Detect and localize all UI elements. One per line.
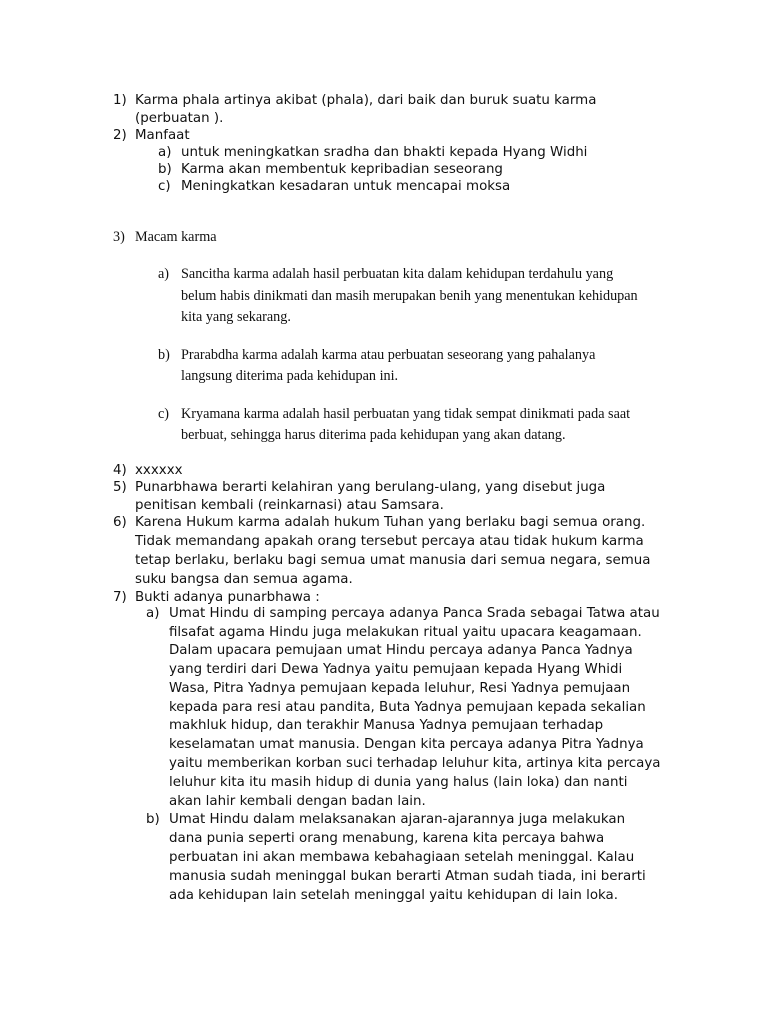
item-3b-line-1: Prarabdha karma adalah karma atau perbuatan seseorang yang pahalanya [181,347,596,363]
item-3c-line-1: Kryamana karma adalah hasil perbuatan yang tidak sempat dinikmati pada saat [181,406,631,422]
item-6-line-3: tetap berlaku, berlaku bagi semua umat manusia dari semua negara, semua [135,553,651,568]
item-7a-line-6: kepada para resi atau pandita, Buta Yadnya pemujaan kepada sekalian [169,700,646,715]
item-5-line-2: penitisan kembali (reinkarnasi) atau Samsara. [135,498,444,513]
item-7-title: Bukti adanya punarbhawa : [135,590,320,605]
item-6-line-2: Tidak memandang apakah orang tersebut percaya atau tidak hukum karma [135,534,644,549]
item-1-number: 1) [113,93,127,108]
item-6-line-4: suku bangsa dan semua agama. [135,572,353,587]
item-3b-line-2: langsung diterima pada kehidupan ini. [181,368,399,384]
item-2a-number: a) [158,145,172,160]
item-5-number: 5) [113,480,127,495]
item-2-number: 2) [113,128,127,143]
item-2b-number: b) [158,162,172,177]
item-6-number: 6) [113,515,127,530]
item-7a-line-11: akan lahir kembali dengan badan lain. [169,794,426,809]
item-7b-number: b) [146,812,160,827]
item-7a-line-5: Wasa, Pitra Yadnya pemujaan kepada leluhur, Resi Yadnya pemujaan [169,681,631,696]
item-2-title: Manfaat [135,128,190,143]
item-2c-number: c) [158,179,171,194]
item-7a-line-1: Umat Hindu di samping percaya adanya Panca Srada sebagai Tatwa atau [169,606,660,621]
item-4-text: xxxxxx [135,463,183,478]
item-7b-line-1: Umat Hindu dalam melaksanakan ajaran-ajarannya juga melakukan [169,812,626,827]
item-2a-text: untuk meningkatkan sradha dan bhakti kepada Hyang Widhi [181,145,588,160]
item-7b-line-3: perbuatan ini akan membawa kebahagiaan setelah meninggal. Kalau [169,850,635,865]
item-1-line-1: Karma phala artinya akibat (phala), dari baik dan buruk suatu karma [135,93,597,108]
item-3b-number: b) [158,347,170,363]
item-7-number: 7) [113,590,127,605]
item-7a-line-2: filsafat agama Hindu juga melakukan ritual yaitu upacara keagamaan. [169,625,642,640]
item-7b-line-2: dana punia seperti orang menabung, karena kita percaya bahwa [169,831,605,846]
item-7b-line-4: manusia sudah meninggal bukan berarti Atman sudah tiada, ini berarti [169,869,646,884]
item-3-title: Macam karma [135,229,217,245]
item-7a-line-9: yaitu memberikan korban suci terhadap leluhur kita, artinya kita percaya [169,756,661,771]
item-7a-line-7: makhluk hidup, dan terakhir Manusa Yadnya pemujaan terhadap [169,718,604,733]
item-3c-line-2: berbuat, sehingga harus diterima pada kehidupan yang akan datang. [181,427,566,443]
item-7a-line-3: Dalam upacara pemujaan umat Hindu percaya adanya Panca Yadnya [169,643,633,658]
item-7b-line-5: ada kehidupan lain setelah meninggal yaitu kehidupan di lain loka. [169,888,619,903]
item-7a-line-8: keselamatan umat manusia. Dengan kita percaya adanya Pitra Yadnya [169,737,644,752]
item-5-line-1: Punarbhawa berarti kelahiran yang berulang-ulang, yang disebut juga [135,480,606,495]
item-3a-number: a) [158,266,170,282]
item-4-number: 4) [113,463,127,478]
item-3a-line-1: Sancitha karma adalah hasil perbuatan kita dalam kehidupan terdahulu yang [181,266,614,282]
item-6-line-1: Karena Hukum karma adalah hukum Tuhan yang berlaku bagi semua orang. [135,515,646,530]
item-7a-number: a) [146,606,160,621]
item-3c-number: c) [158,406,170,422]
item-2b-text: Karma akan membentuk kepribadian seseorang [181,162,503,177]
item-2c-text: Meningkatkan kesadaran untuk mencapai moksa [181,179,511,194]
item-7a-line-10: leluhur kita itu masih hidup di dunia yang halus (lain loka) dan nanti [169,775,628,790]
item-3a-line-3: kita yang sekarang. [181,309,291,325]
item-7a-line-4: yang terdiri dari Dewa Yadnya yaitu pemujaan kepada Hyang Whidi [169,662,623,677]
item-3-number: 3) [113,229,125,245]
item-3a-line-2: belum habis dinikmati dan masih merupakan benih yang menentukan kehidupan [181,288,638,304]
item-1-line-2: (perbuatan ). [135,111,224,126]
